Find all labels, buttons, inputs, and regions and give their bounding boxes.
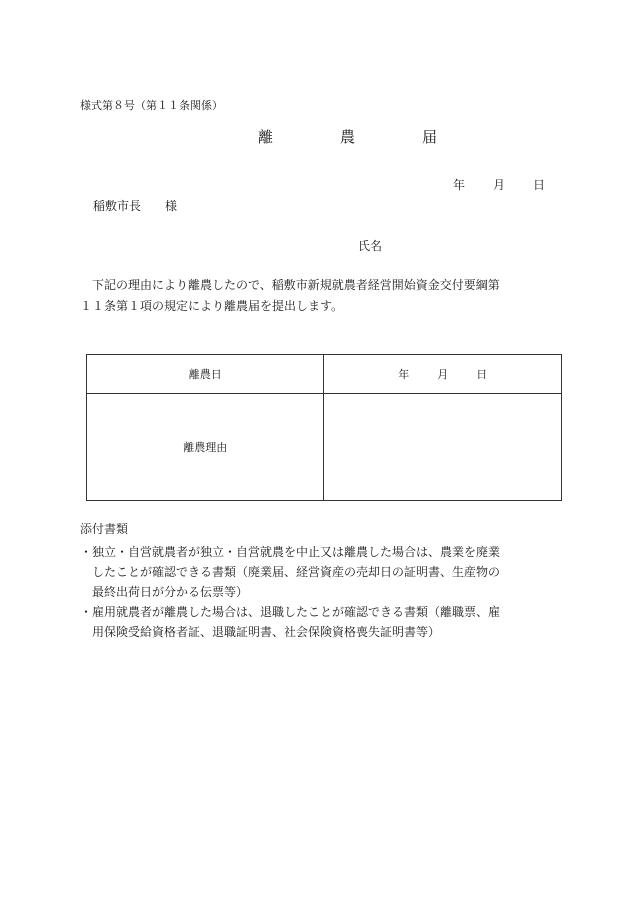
applicant-name-label: 氏名 xyxy=(358,239,383,253)
withdrawal-date-day: 日 xyxy=(476,368,488,381)
withdrawal-date-label: 離農日 xyxy=(87,355,324,394)
body-line: １１条第１項の規定により離農届を提出します。 xyxy=(80,299,344,313)
withdrawal-reason-field[interactable] xyxy=(324,394,562,501)
addressee: 稲敷市長 様 xyxy=(93,199,178,213)
bullet: ・ xyxy=(80,545,93,559)
withdrawal-date-field[interactable] xyxy=(324,355,562,394)
body-text xyxy=(80,275,560,317)
attachments-list xyxy=(80,542,560,642)
date-day-label: 日 xyxy=(533,178,546,192)
table-row xyxy=(87,355,562,394)
withdrawal-date-year: 年 xyxy=(398,368,410,381)
attachments-heading: 添付書類 xyxy=(80,522,129,536)
attachment-line: 独立・自営就農者が独立・自営就農を中止又は離農した場合は、農業を廃業 xyxy=(92,545,501,559)
list-item xyxy=(80,602,560,642)
attachment-line: 最終出荷日が分かる伝票等） xyxy=(92,585,249,599)
attachment-line: 雇用就農者が離農した場合は、退職したことが確認できる書類（離職票、雇 xyxy=(92,605,501,619)
withdrawal-date-month: 月 xyxy=(437,368,449,381)
form-number: 様式第８号（第１１条関係） xyxy=(80,99,223,112)
submission-date xyxy=(453,176,545,193)
bullet: ・ xyxy=(80,605,93,619)
attachment-line: 用保険受給資格者証、退職証明書、社会保険資格喪失証明書等） xyxy=(92,625,441,639)
document-title: 離 農 届 xyxy=(258,128,464,146)
date-month-label: 月 xyxy=(493,178,506,192)
attachment-line: したことが確認できる書類（廃業届、経営資産の売却日の証明書、生産物の xyxy=(92,565,501,579)
withdrawal-info-table xyxy=(86,354,562,501)
withdrawal-reason-label: 離農理由 xyxy=(87,394,324,501)
table-row xyxy=(87,394,562,501)
list-item xyxy=(80,542,560,602)
date-year-label: 年 xyxy=(453,178,466,192)
body-line: 下記の理由により離農したので、稲敷市新規就農者経営開始資金交付要綱第 xyxy=(80,278,500,292)
